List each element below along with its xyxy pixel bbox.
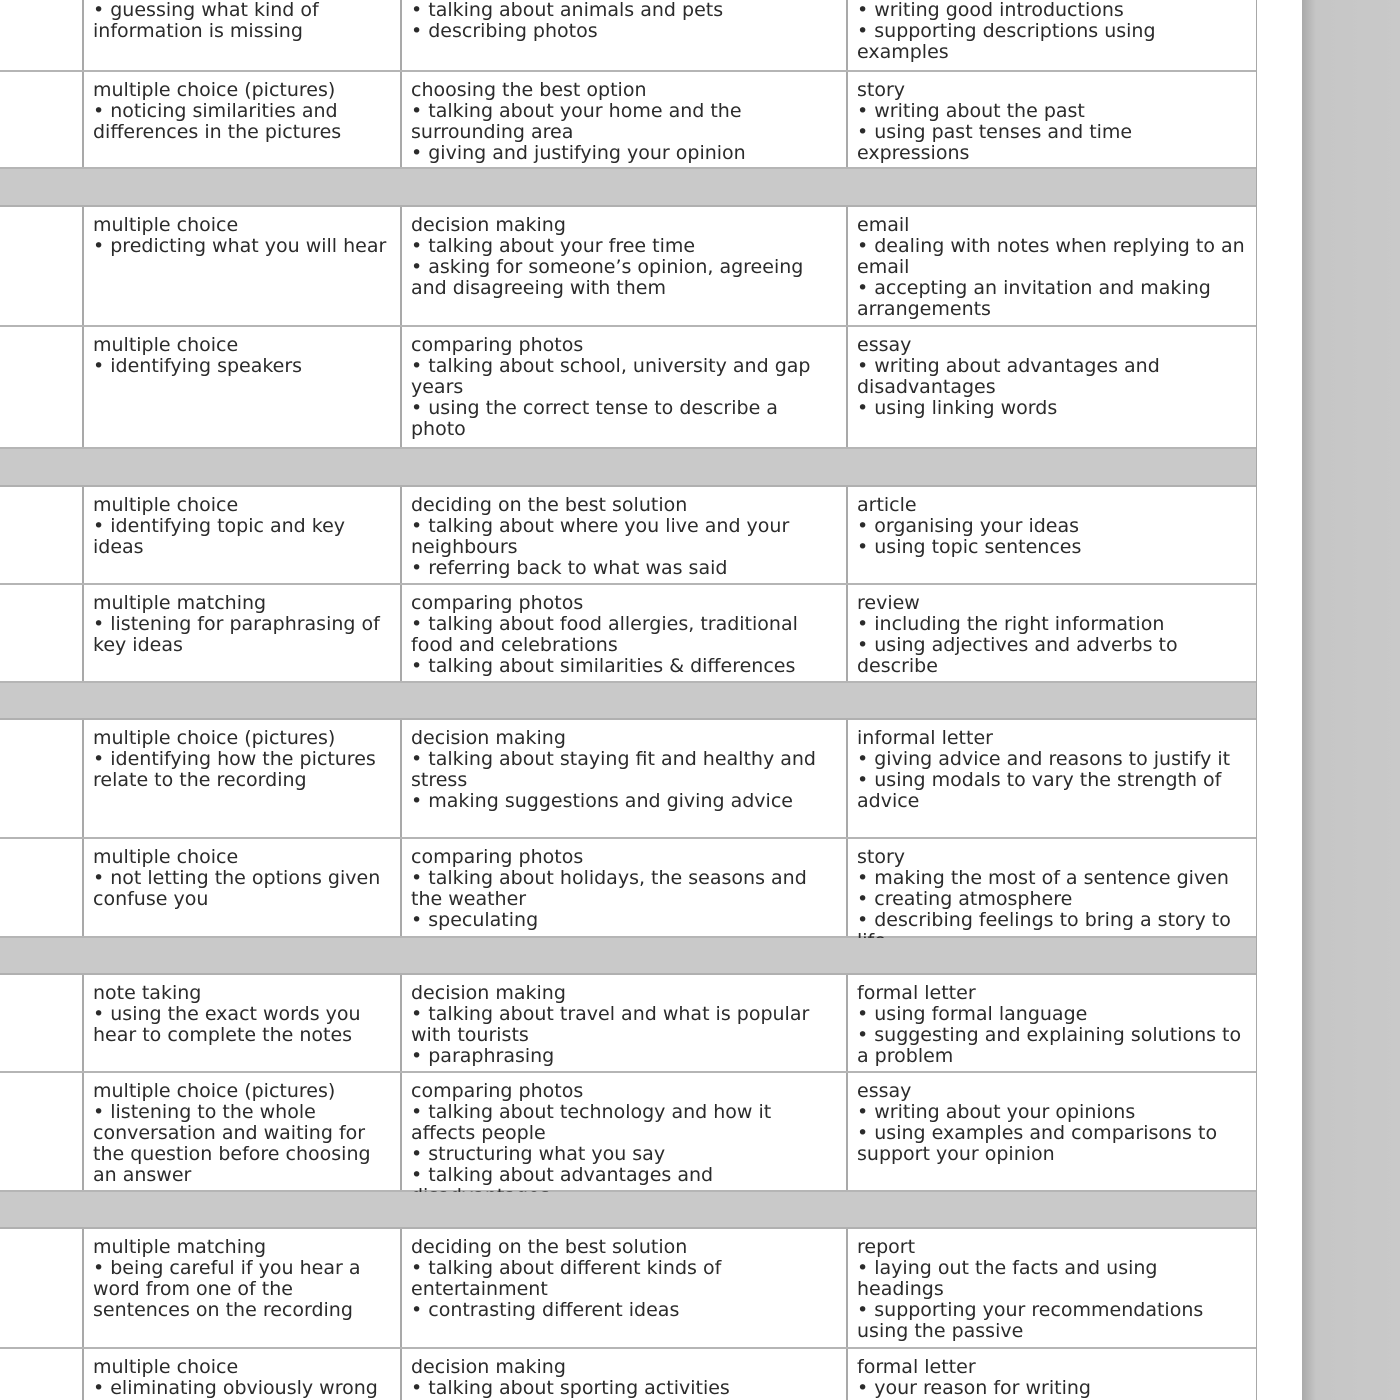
- task-type-label: decision making: [411, 1356, 566, 1378]
- skill-bullet: • using linking words: [857, 397, 1058, 419]
- listening-cell: [82, 0, 400, 70]
- speaking-cell: [400, 585, 846, 681]
- skill-bullet: • using adjectives and adverbs to describe: [857, 634, 1178, 677]
- table-row: [0, 585, 1256, 683]
- listening-cell: [82, 207, 400, 325]
- skill-bullet: • talking about technology and how it affects people: [411, 1101, 772, 1144]
- writing-cell: [846, 975, 1256, 1071]
- unit-cell: [0, 1349, 82, 1400]
- listening-cell: [82, 1229, 400, 1347]
- task-type-label: formal letter: [857, 982, 976, 1004]
- writing-cell: [846, 207, 1256, 325]
- skill-bullet: • noticing similarities and differences in the pictures: [93, 100, 342, 143]
- skill-bullet: • supporting descriptions using examples: [857, 20, 1156, 63]
- speaking-cell: [400, 487, 846, 583]
- task-type-label: informal letter: [857, 727, 993, 749]
- table-row: [0, 1073, 1256, 1192]
- unit-cell: [0, 1073, 82, 1190]
- skill-bullet: • paraphrasing: [411, 1045, 555, 1067]
- skill-bullet: • including the right information: [857, 613, 1165, 635]
- task-type-label: decision making: [411, 727, 566, 749]
- listening-cell: [82, 839, 400, 936]
- task-type-label: multiple matching: [93, 592, 267, 614]
- speaking-cell: [400, 975, 846, 1071]
- task-type-label: multiple choice: [93, 334, 239, 356]
- task-type-label: multiple choice (pictures): [93, 1080, 336, 1102]
- task-type-label: multiple choice: [93, 214, 239, 236]
- skill-bullet: • referring back to what was said: [411, 557, 728, 579]
- skill-bullet: • talking about school, university and gap years: [411, 355, 811, 398]
- skill-bullet: • asking for someone’s opinion, agreeing and disagreeing with them: [411, 256, 804, 299]
- skill-bullet: • listening to the whole conversation and waiting for the question before choosing an answer: [93, 1101, 371, 1186]
- table-row: [0, 839, 1256, 938]
- task-type-label: report: [857, 1236, 916, 1258]
- table-row: [0, 1229, 1256, 1349]
- skill-bullet: • your reason for writing: [857, 1377, 1091, 1399]
- table-row: [0, 207, 1256, 327]
- unit-separator-band: [0, 1192, 1256, 1229]
- unit-separator-band: [0, 938, 1256, 975]
- unit-cell: [0, 1229, 82, 1347]
- skill-bullet: • using the correct tense to describe a photo: [411, 397, 778, 440]
- skill-bullet: • predicting what you will hear: [93, 235, 387, 257]
- skill-bullet: • contrasting different ideas: [411, 1299, 680, 1321]
- skill-bullet: • listening for paraphrasing of key ideas: [93, 613, 380, 656]
- task-type-label: essay: [857, 334, 912, 356]
- skill-bullet: • dealing with notes when replying to an email: [857, 235, 1245, 278]
- listening-cell: [82, 487, 400, 583]
- viewer-background: [1302, 0, 1400, 1400]
- unit-cell: [0, 72, 82, 167]
- skill-bullet: • eliminating obviously wrong: [93, 1377, 378, 1399]
- task-type-label: story: [857, 79, 906, 101]
- listening-cell: [82, 585, 400, 681]
- skill-bullet: • giving advice and reasons to justify it: [857, 748, 1231, 770]
- task-type-label: multiple matching: [93, 1236, 267, 1258]
- unit-separator-band: [0, 683, 1256, 720]
- skill-bullet: • writing about the past: [857, 100, 1085, 122]
- skill-bullet: • speculating: [411, 909, 539, 931]
- skill-bullet: • talking about advantages and: [411, 1164, 714, 1186]
- skill-bullet: • talking about staying fit and healthy and stress: [411, 748, 816, 791]
- task-type-label: deciding on the best solution: [411, 1236, 688, 1258]
- skill-bullet: • writing about your opinions: [857, 1101, 1136, 1123]
- task-type-label: multiple choice: [93, 1356, 239, 1378]
- task-type-label: decision making: [411, 214, 566, 236]
- skill-bullet: • talking about holidays, the seasons and the weather: [411, 867, 807, 910]
- skill-bullet: • talking about your free time: [411, 235, 696, 257]
- speaking-cell: [400, 839, 846, 936]
- skill-bullet: • using modals to vary the strength of advice: [857, 769, 1222, 812]
- writing-cell: [846, 1073, 1256, 1190]
- skill-bullet: • making the most of a sentence given: [857, 867, 1229, 889]
- task-type-label: comparing photos: [411, 592, 584, 614]
- unit-cell: [0, 327, 82, 447]
- skill-bullet: • identifying topic and key ideas: [93, 515, 346, 558]
- task-type-label: multiple choice: [93, 494, 239, 516]
- skill-bullet: • identifying speakers: [93, 355, 303, 377]
- unit-cell: [0, 207, 82, 325]
- writing-cell: [846, 0, 1256, 70]
- writing-cell: [846, 585, 1256, 681]
- skill-bullet: • talking about your home and the surrounding area: [411, 100, 742, 143]
- speaking-cell: [400, 72, 846, 167]
- speaking-cell: [400, 1349, 846, 1400]
- skill-bullet: • using past tenses and time expressions: [857, 121, 1133, 164]
- skill-bullet: • talking about sporting activities: [411, 1377, 730, 1399]
- table-row: [0, 0, 1256, 72]
- task-type-label: deciding on the best solution: [411, 494, 688, 516]
- listening-cell: [82, 1349, 400, 1400]
- task-type-label: review: [857, 592, 920, 614]
- listening-cell: [82, 720, 400, 837]
- speaking-cell: [400, 720, 846, 837]
- skill-bullet: • accepting an invitation and making arrangements: [857, 277, 1211, 320]
- task-type-label: comparing photos: [411, 1080, 584, 1102]
- speaking-cell: [400, 1229, 846, 1347]
- writing-cell: [846, 1349, 1256, 1400]
- skill-bullet: • giving and justifying your opinion: [411, 142, 746, 164]
- table-row: [0, 487, 1256, 585]
- skill-bullet: • laying out the facts and using headings: [857, 1257, 1158, 1300]
- skill-bullet: • talking about similarities & differences: [411, 655, 796, 677]
- speaking-cell: [400, 207, 846, 325]
- skill-bullet: • making suggestions and giving advice: [411, 790, 793, 812]
- task-type-label: multiple choice (pictures): [93, 727, 336, 749]
- skill-bullet: • writing about advantages and disadvantages: [857, 355, 1160, 398]
- task-type-label: article: [857, 494, 917, 516]
- unit-cell: [0, 0, 82, 70]
- unit-cell: [0, 839, 82, 936]
- skill-bullet: • writing good introductions: [857, 0, 1124, 21]
- speaking-cell: [400, 327, 846, 447]
- skill-bullet: • organising your ideas: [857, 515, 1080, 537]
- skill-bullet: • suggesting and explaining solutions to a problem: [857, 1024, 1242, 1067]
- skill-bullet: • not letting the options given confuse you: [93, 867, 381, 910]
- skill-bullet: • talking about travel and what is popular with tourists: [411, 1003, 810, 1046]
- skill-bullet: • describing photos: [411, 20, 598, 42]
- skill-bullet: • using formal language: [857, 1003, 1088, 1025]
- unit-cell: [0, 720, 82, 837]
- skill-bullet: • talking about where you live and your neighbours: [411, 515, 790, 558]
- task-type-label: email: [857, 214, 910, 236]
- table-row: [0, 327, 1256, 449]
- speaking-cell: [400, 1073, 846, 1190]
- writing-cell: [846, 487, 1256, 583]
- unit-separator-band: [0, 169, 1256, 207]
- skill-bullet: • talking about animals and pets: [411, 0, 724, 21]
- task-type-label: choosing the best option: [411, 79, 647, 101]
- skill-bullet: • guessing what kind of information is missing: [93, 0, 319, 42]
- skill-bullet: • talking about different kinds of entertainment: [411, 1257, 722, 1300]
- writing-cell: [846, 72, 1256, 167]
- skill-bullet: • being careful if you hear a word from one of the sentences on the recording: [93, 1257, 361, 1321]
- skill-bullet: • describing feelings to bring a story to: [857, 909, 1231, 931]
- skill-bullet: • using the exact words you hear to complete the notes: [93, 1003, 361, 1046]
- skill-bullet: • identifying how the pictures relate to the recording: [93, 748, 376, 791]
- speaking-cell: [400, 0, 846, 70]
- task-type-label: multiple choice (pictures): [93, 79, 336, 101]
- listening-cell: [82, 327, 400, 447]
- writing-cell: [846, 839, 1256, 936]
- listening-cell: [82, 1073, 400, 1190]
- unit-separator-band: [0, 449, 1256, 487]
- unit-cell: [0, 487, 82, 583]
- task-type-label: comparing photos: [411, 846, 584, 868]
- skill-bullet: • creating atmosphere: [857, 888, 1073, 910]
- writing-cell: [846, 1229, 1256, 1347]
- skill-bullet: • using examples and comparisons to support your opinion: [857, 1122, 1218, 1165]
- listening-cell: [82, 72, 400, 167]
- table-row: [0, 72, 1256, 169]
- unit-cell: [0, 585, 82, 681]
- skill-bullet: • talking about food allergies, traditional food and celebrations: [411, 613, 798, 656]
- skill-bullet: • supporting your recommendations using the passive: [857, 1299, 1204, 1342]
- task-type-label: multiple choice: [93, 846, 239, 868]
- table-row: [0, 720, 1256, 839]
- skill-bullet: • using topic sentences: [857, 536, 1082, 558]
- task-type-label: note taking: [93, 982, 202, 1004]
- task-type-label: formal letter: [857, 1356, 976, 1378]
- skill-bullet: • structuring what you say: [411, 1143, 666, 1165]
- task-type-label: comparing photos: [411, 334, 584, 356]
- listening-cell: [82, 975, 400, 1071]
- task-type-label: story: [857, 846, 906, 868]
- task-type-label: essay: [857, 1080, 912, 1102]
- writing-cell: [846, 720, 1256, 837]
- task-type-label: decision making: [411, 982, 566, 1004]
- unit-cell: [0, 975, 82, 1071]
- writing-cell: [846, 327, 1256, 447]
- table-row: [0, 975, 1256, 1073]
- table-row: [0, 1349, 1256, 1400]
